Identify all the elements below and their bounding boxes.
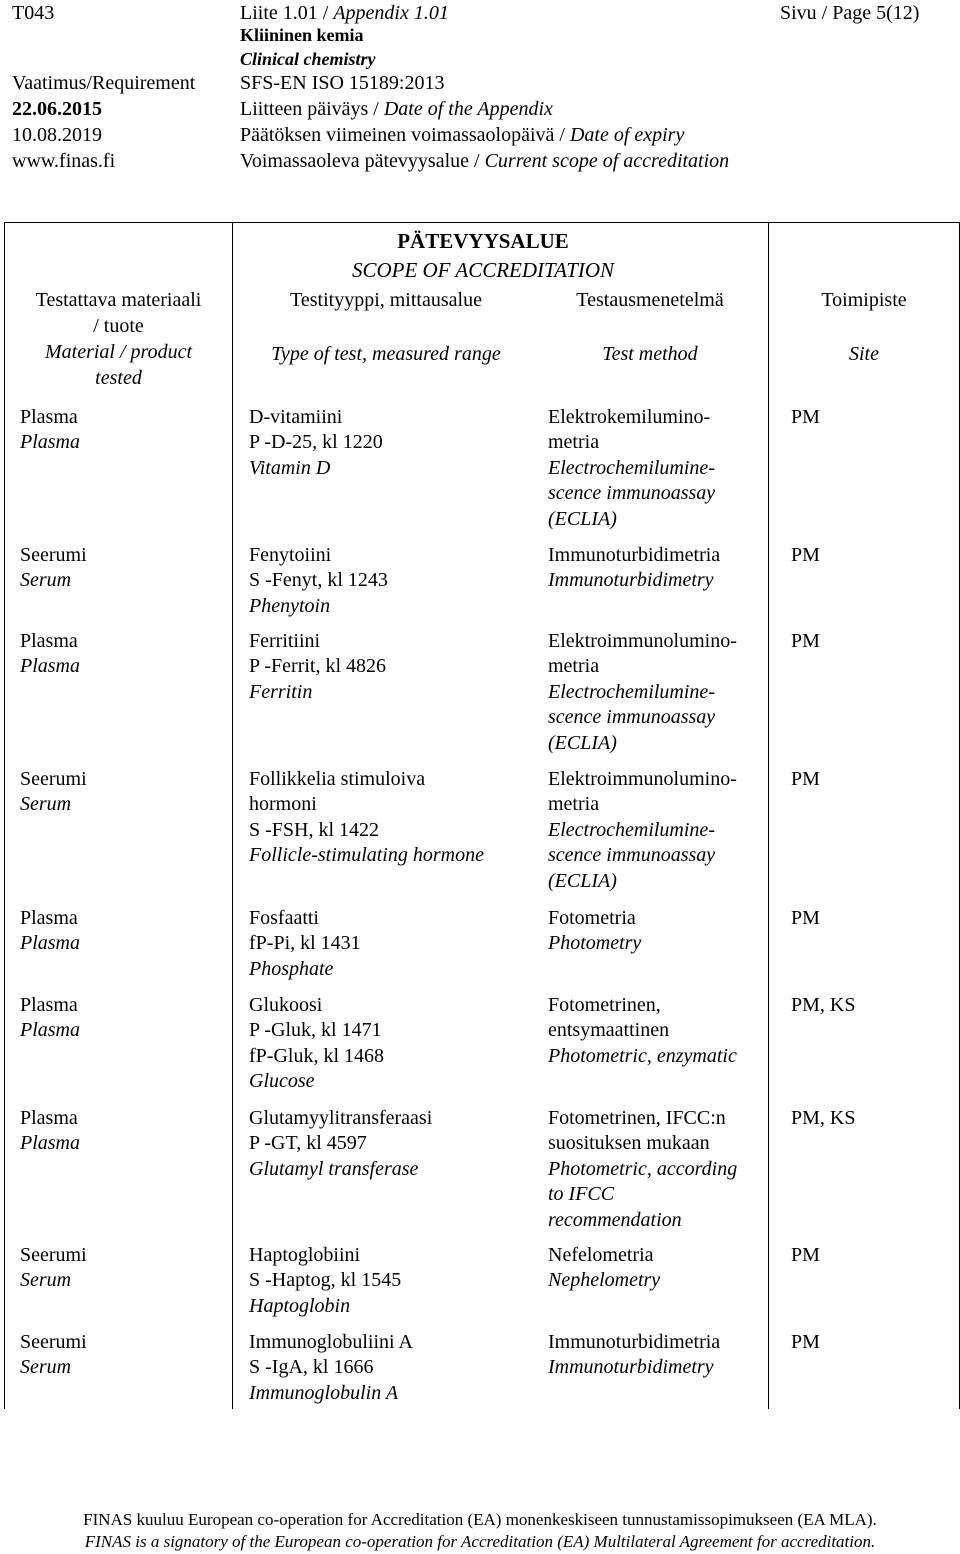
material-cell (20, 767, 87, 818)
header-material-fi-2: / tuote (93, 315, 144, 337)
method-fi: Fotometrinen, IFCC:n (548, 1107, 726, 1129)
test-code: P -Ferrit, kl 4826 (249, 655, 387, 678)
test-cell (249, 1330, 413, 1406)
test-code: S -IgA, kl 1666 (249, 1356, 374, 1379)
site-cell: PM (791, 1244, 820, 1266)
header-test-fi: Testityyppi, mittausalue (290, 289, 482, 311)
test-name-fi: Fosfaatti (249, 907, 319, 929)
material-fi: Plasma (20, 907, 78, 929)
test-name-en: Glucose (249, 1070, 315, 1093)
unit-en: Clinical chemistry (240, 49, 376, 69)
expiry-date: 10.08.2019 (12, 124, 102, 146)
material-fi: Plasma (20, 406, 78, 428)
method-en: Photometric, according (548, 1157, 738, 1180)
test-name-en: Phenytoin (249, 594, 331, 617)
header-test (251, 287, 521, 367)
material-cell (20, 1106, 80, 1157)
material-cell (20, 1330, 87, 1381)
appendix-date-en: Date of the Appendix (383, 98, 553, 120)
column-divider (232, 223, 233, 1409)
material-en: Plasma (20, 932, 80, 955)
method-en: (ECLIA) (548, 507, 617, 530)
method-en: Photometric, enzymatic (548, 1044, 737, 1067)
test-name-en: Glutamyl transferase (249, 1157, 419, 1180)
header-material (5, 287, 232, 391)
material-cell (20, 993, 80, 1044)
header-method-en: Test method (602, 343, 698, 365)
page-number: Sivu / Page 5(12) (780, 2, 920, 24)
test-name-en: Vitamin D (249, 456, 331, 479)
method-en: Photometry (548, 932, 642, 955)
header-material-en-2: tested (95, 367, 142, 389)
appendix-en: Appendix 1.01 (333, 2, 449, 24)
test-name-fi: Haptoglobiini (249, 1244, 361, 1266)
test-code: S -Haptog, kl 1545 (249, 1269, 402, 1292)
header-site-en: Site (849, 343, 879, 365)
material-cell (20, 906, 80, 957)
material-cell (20, 405, 80, 456)
site-cell: PM (791, 1331, 820, 1353)
test-cell (249, 1106, 432, 1182)
material-fi: Plasma (20, 994, 78, 1016)
test-name-fi: D-vitamiini (249, 406, 343, 428)
method-en: scence immunoassay (548, 706, 716, 729)
site-cell: PM (791, 406, 820, 428)
finas-url: www.finas.fi (12, 150, 116, 172)
appendix-fi: Liite 1.01 / (240, 2, 334, 24)
test-cell (249, 405, 383, 481)
header-material-fi: Testattava materiaali (35, 289, 202, 311)
material-en: Serum (20, 793, 72, 816)
test-name-fi: Glutamyylitransferaasi (249, 1107, 433, 1129)
test-name-fi: Ferritiini (249, 630, 321, 652)
test-code: S -FSH, kl 1422 (249, 818, 380, 841)
test-code: P -Gluk, kl 1471 (249, 1019, 382, 1042)
decision-date: 22.06.2015 (12, 98, 102, 120)
material-en: Serum (20, 1269, 72, 1292)
table-title-fi: PÄTEVYYSALUE (397, 229, 569, 253)
material-fi: Seerumi (20, 544, 87, 566)
material-en: Serum (20, 1356, 72, 1379)
method-en: Electrochemilumine- (548, 456, 715, 479)
method-fi: Immunoturbidimetria (548, 544, 721, 566)
material-en: Plasma (20, 655, 80, 678)
test-name-fi: Immunoglobuliini A (249, 1331, 413, 1353)
method-fi: suosituksen mukaan (548, 1132, 710, 1155)
header-method (535, 287, 765, 367)
method-en: Immunoturbidimetry (548, 1356, 714, 1379)
material-fi: Plasma (20, 630, 78, 652)
footer-fi: FINAS kuuluu European co-operation for Accreditation (EA) monenkeskiseen tunnustamissopimukseen (EA MLA). (83, 1510, 877, 1529)
test-name-en: Haptoglobin (249, 1294, 351, 1317)
method-en: recommendation (548, 1208, 682, 1231)
method-cell (548, 1330, 720, 1381)
method-en: Electrochemilumine- (548, 818, 715, 841)
test-code: fP-Gluk, kl 1468 (249, 1044, 384, 1067)
material-en: Serum (20, 569, 72, 592)
test-cell (249, 1243, 401, 1319)
scope-en: Current scope of accreditation (484, 150, 730, 172)
test-code: S -Fenyt, kl 1243 (249, 569, 388, 592)
appendix-date-label (240, 98, 553, 120)
expiry-en: Date of expiry (569, 124, 685, 146)
site-cell: PM, KS (791, 1107, 856, 1129)
method-fi: metria (548, 431, 600, 454)
method-fi: Immunoturbidimetria (548, 1331, 721, 1353)
test-code: P -D-25, kl 1220 (249, 431, 383, 454)
requirement-standard: SFS-EN ISO 15189:2013 (240, 72, 445, 94)
test-name-fi-2: hormoni (249, 793, 317, 816)
header-site (769, 287, 959, 367)
material-en: Plasma (20, 1132, 80, 1155)
column-divider (768, 223, 769, 1409)
site-cell: PM (791, 630, 820, 652)
method-fi: Nefelometria (548, 1244, 654, 1266)
method-cell (548, 993, 737, 1069)
site-cell: PM (791, 907, 820, 929)
doc-code: T043 (12, 2, 55, 24)
test-code: fP-Pi, kl 1431 (249, 932, 361, 955)
material-fi: Seerumi (20, 768, 87, 790)
method-cell (548, 1243, 660, 1294)
method-fi: entsymaattinen (548, 1019, 670, 1042)
method-fi: metria (548, 655, 600, 678)
table-title-en: SCOPE OF ACCREDITATION (351, 258, 615, 282)
test-code: P -GT, kl 4597 (249, 1132, 367, 1155)
method-en: Immunoturbidimetry (548, 569, 714, 592)
test-name-en: Immunoglobulin A (249, 1381, 399, 1404)
material-cell (20, 543, 87, 594)
header-site-fi: Toimipiste (821, 289, 907, 311)
header-test-en: Type of test, measured range (271, 343, 501, 365)
scope-table (4, 222, 960, 1409)
method-cell (548, 405, 715, 532)
material-fi: Plasma (20, 1107, 78, 1129)
method-en: (ECLIA) (548, 869, 617, 892)
method-fi: Elektrokemilumino- (548, 406, 711, 428)
test-name-en: Ferritin (249, 680, 313, 703)
method-en: Nephelometry (548, 1269, 661, 1292)
material-en: Plasma (20, 1019, 80, 1042)
method-en: scence immunoassay (548, 482, 716, 505)
method-cell (548, 629, 737, 756)
test-cell (249, 767, 484, 869)
header-material-en: Material / product (44, 341, 193, 363)
scope-fi: Voimassaoleva pätevyysalue / (240, 150, 485, 172)
site-cell: PM (791, 544, 820, 566)
method-fi: Elektroimmunolumino- (548, 630, 737, 652)
test-name-en: Phosphate (249, 957, 334, 980)
method-en: scence immunoassay (548, 844, 716, 867)
method-cell (548, 543, 720, 594)
appendix-number (240, 2, 449, 24)
method-en: Electrochemilumine- (548, 680, 715, 703)
method-cell (548, 767, 737, 894)
method-cell (548, 1106, 737, 1233)
material-fi: Seerumi (20, 1331, 87, 1353)
material-en: Plasma (20, 431, 80, 454)
site-cell: PM, KS (791, 994, 856, 1016)
method-en: to IFCC (548, 1183, 615, 1206)
method-cell (548, 906, 641, 957)
material-cell (20, 1243, 87, 1294)
site-cell: PM (791, 768, 820, 790)
test-cell (249, 906, 361, 982)
method-fi: Fotometria (548, 907, 636, 929)
footer-en: FINAS is a signatory of the European co-operation for Accreditation (EA) Multilateral Agreement for accreditation. (84, 1532, 876, 1551)
expiry-fi: Päätöksen viimeinen voimassaolopäivä / (240, 124, 570, 146)
test-name-en: Follicle-stimulating hormone (249, 844, 484, 867)
method-en: (ECLIA) (548, 731, 617, 754)
material-fi: Seerumi (20, 1244, 87, 1266)
test-cell (249, 629, 386, 705)
method-fi: metria (548, 793, 600, 816)
expiry-label (240, 124, 684, 146)
test-cell (249, 543, 388, 619)
requirement-label: Vaatimus/Requirement (12, 72, 196, 94)
test-cell (249, 993, 384, 1095)
test-name-fi: Fenytoiini (249, 544, 332, 566)
method-fi: Elektroimmunolumino- (548, 768, 737, 790)
method-fi: Fotometrinen, (548, 994, 661, 1016)
material-cell (20, 629, 80, 680)
test-name-fi: Glukoosi (249, 994, 323, 1016)
unit-fi: Kliininen kemia (240, 25, 364, 45)
test-name-fi: Follikkelia stimuloiva (249, 768, 426, 790)
header-method-fi: Testausmenetelmä (576, 289, 724, 311)
appendix-date-fi: Liitteen päiväys / (240, 98, 384, 120)
scope-label (240, 150, 729, 172)
